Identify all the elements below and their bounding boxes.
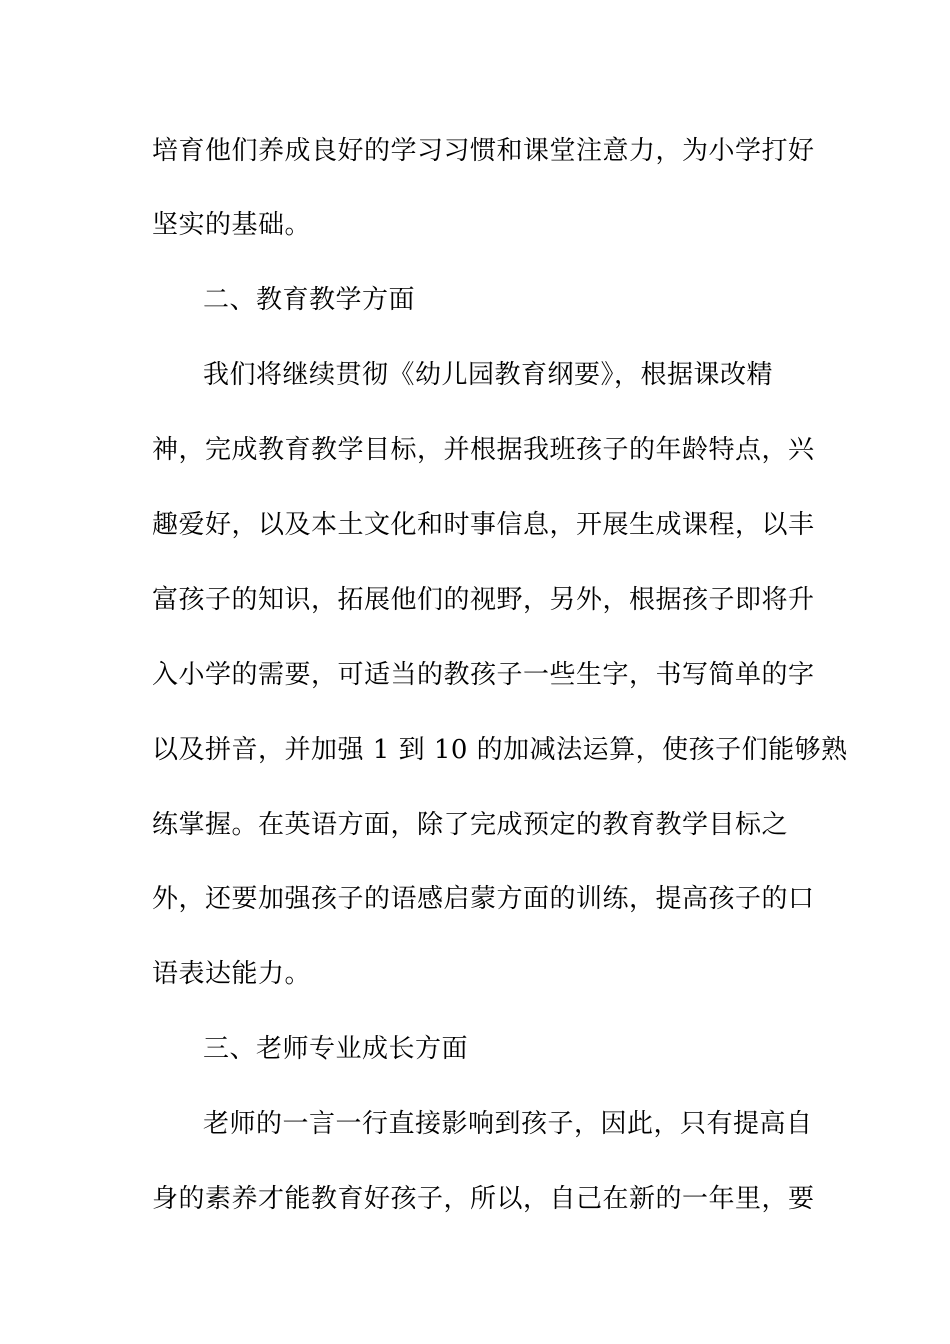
paragraph-line: 神，完成教育教学目标，并根据我班孩子的年龄特点，兴 [152, 435, 815, 465]
paragraph-line: 趣爱好，以及本土文化和时事信息，开展生成课程，以丰 [152, 510, 815, 540]
paragraph-line: 坚实的基础。 [152, 210, 312, 240]
paragraph-line: 外，还要加强孩子的语感启蒙方面的训练，提高孩子的口 [152, 884, 815, 914]
paragraph-line: 我们将继续贯彻《幼儿园教育纲要》，根据课改精 [203, 360, 774, 390]
section-heading: 三、老师专业成长方面 [203, 1034, 469, 1064]
paragraph-line: 练掌握。在英语方面，除了完成预定的教育教学目标之 [152, 810, 789, 840]
paragraph-line: 入小学的需要，可适当的教孩子一些生字，书写简单的字 [152, 660, 815, 690]
paragraph-line: 老师的一言一行直接影响到孩子，因此，只有提高自 [203, 1109, 813, 1139]
paragraph-line: 语表达能力。 [152, 959, 312, 989]
paragraph-line: 培育他们养成良好的学习习惯和课堂注意力，为小学打好 [152, 136, 815, 166]
paragraph-line: 身的素养才能教育好孩子，所以，自己在新的一年里，要 [152, 1184, 815, 1214]
paragraph-line: 以及拼音，并加强 1 到 10 的加减法运算，使孩子们能够熟 [152, 735, 848, 765]
paragraph-line: 富孩子的知识，拓展他们的视野，另外，根据孩子即将升 [152, 585, 815, 615]
section-heading: 二、教育教学方面 [203, 285, 416, 315]
